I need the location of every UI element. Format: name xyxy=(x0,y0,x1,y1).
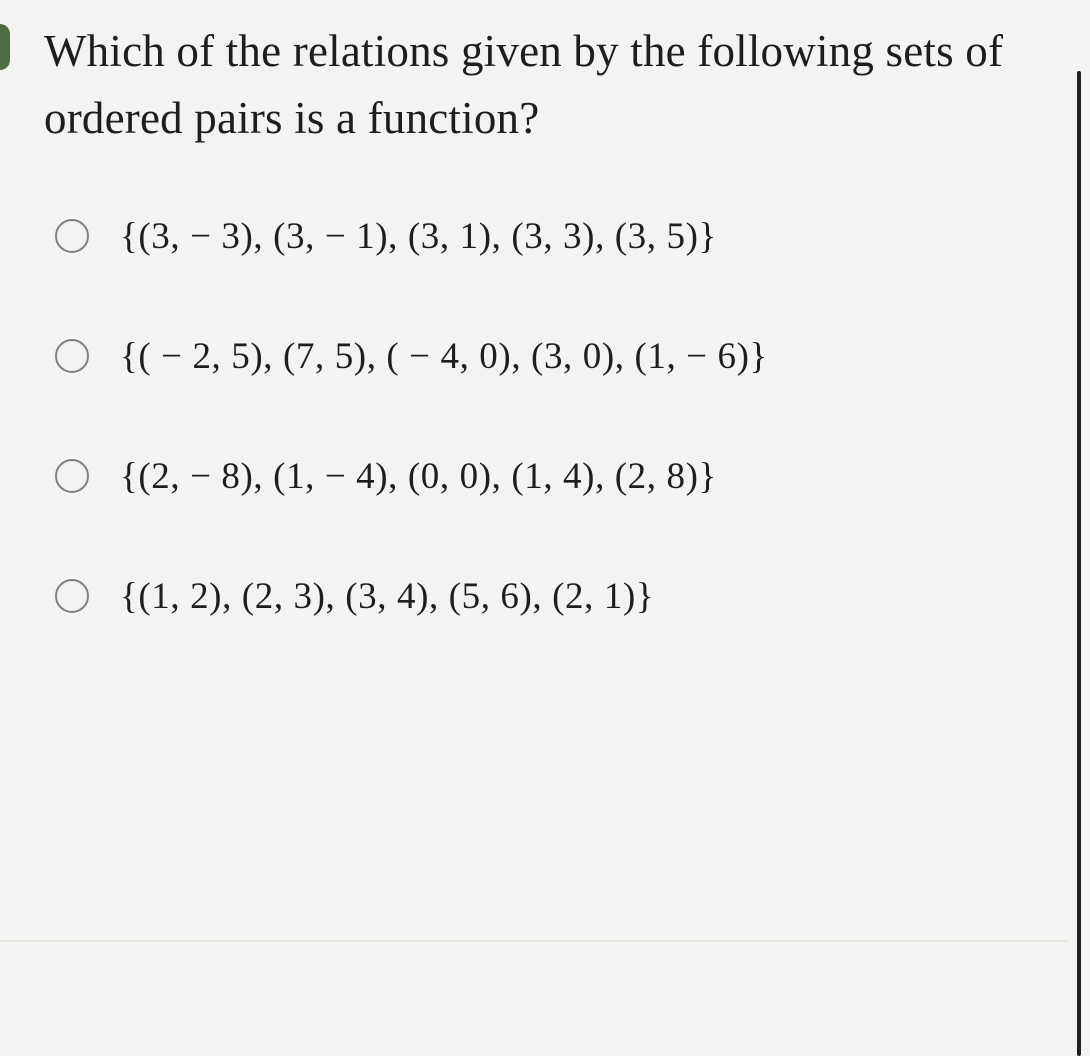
answer-option-2[interactable] xyxy=(50,296,1050,416)
radio-button-icon[interactable] xyxy=(55,219,89,253)
vertical-scrollbar[interactable] xyxy=(1068,0,1090,1056)
question-marker xyxy=(0,24,10,70)
section-divider xyxy=(0,940,1068,942)
answer-option-label: {(3, − 3), (3, − 1), (3, 1), (3, 3), (3, 5)} xyxy=(120,215,717,257)
radio-button-icon[interactable] xyxy=(55,579,89,613)
answer-option-label: {( − 2, 5), (7, 5), ( − 4, 0), (3, 0), (1, − 6)} xyxy=(120,335,768,377)
answer-options xyxy=(50,176,1050,656)
scrollbar-thumb[interactable] xyxy=(1077,71,1081,1056)
answer-option-3[interactable] xyxy=(50,416,1050,536)
radio-button-icon[interactable] xyxy=(55,459,89,493)
question-text: Which of the relations given by the following sets of ordered pairs is a function? xyxy=(44,26,1004,143)
answer-option-4[interactable] xyxy=(50,536,1050,656)
radio-button-icon[interactable] xyxy=(55,339,89,373)
answer-option-1[interactable] xyxy=(50,176,1050,296)
answer-option-label: {(2, − 8), (1, − 4), (0, 0), (1, 4), (2, 8)} xyxy=(120,455,717,497)
answer-option-label: {(1, 2), (2, 3), (3, 4), (5, 6), (2, 1)} xyxy=(120,575,655,617)
